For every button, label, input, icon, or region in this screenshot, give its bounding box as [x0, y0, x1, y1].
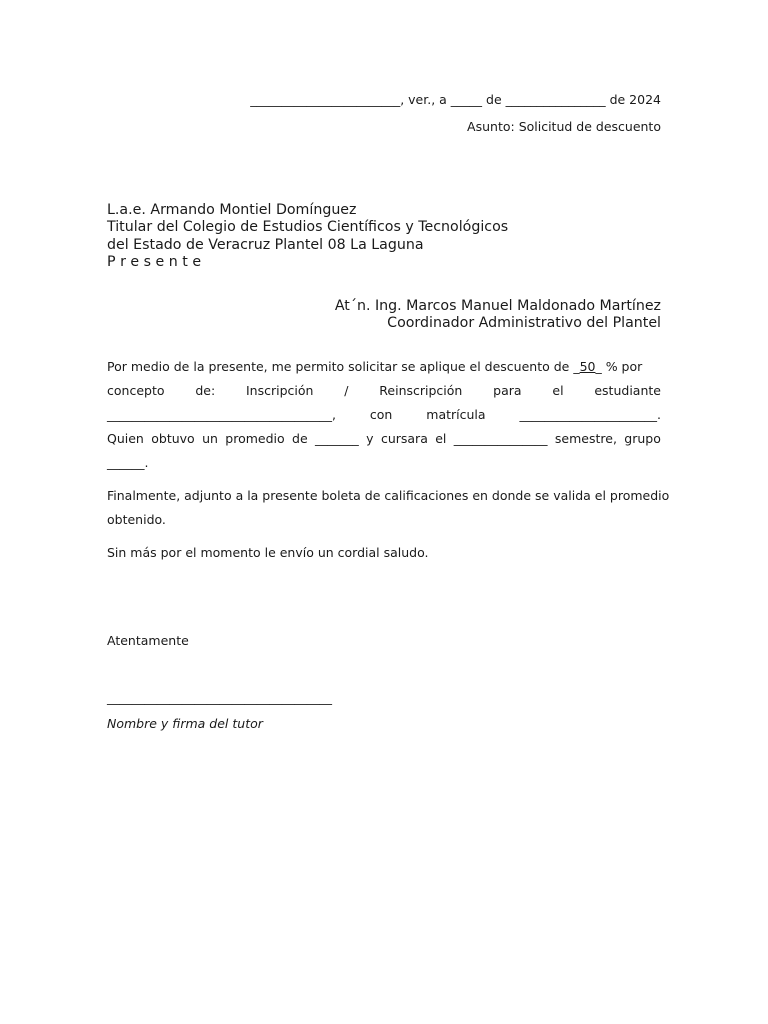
matricula-blank: ______________________.	[519, 407, 661, 422]
paragraph-1-text-b: _ % por	[595, 359, 643, 374]
word: promedio	[225, 431, 285, 446]
word: un	[202, 431, 218, 446]
word: y	[366, 431, 374, 446]
word: el	[552, 383, 564, 398]
word: para	[493, 383, 522, 398]
signature-label: Nombre y firma del tutor	[107, 716, 263, 731]
word: Reinscripción	[379, 383, 463, 398]
attention-title: Coordinador Administrativo del Plantel	[387, 315, 661, 331]
recipient-institution: del Estado de Veracruz Plantel 08 La Laguna	[107, 237, 424, 253]
signature-line: ____________________________________	[107, 690, 332, 705]
recipient-title: Titular del Colegio de Estudios Científicos y Tecnológicos	[107, 219, 509, 235]
word: de	[292, 431, 308, 446]
paragraph-2-line-1: Finalmente, adjunto a la presente boleta de calificaciones en donde se valida el promedio	[107, 488, 670, 503]
place-date-line: ________________________, ver., a _____ de ________________ de 2024	[250, 92, 661, 107]
word: Inscripción	[245, 383, 314, 398]
semester-blank: _______________	[453, 431, 548, 446]
presente-line: P r e s e n t e	[107, 254, 202, 270]
word: cursara	[380, 431, 428, 446]
word: obtuvo	[151, 431, 195, 446]
paragraph-1-line-2	[107, 383, 661, 398]
word: Quien	[107, 431, 144, 446]
word: el	[435, 431, 447, 446]
closing-atentamente: Atentamente	[107, 633, 189, 648]
paragraph-1-line-4	[107, 431, 661, 446]
recipient-name: L.a.e. Armando Montiel Domínguez	[107, 202, 357, 218]
group-blank: ______.	[107, 455, 149, 470]
average-blank: _______	[315, 431, 359, 446]
word: semestre,	[554, 431, 617, 446]
word: grupo	[624, 431, 661, 446]
paragraph-3: Sin más por el momento le envío un cordial saludo.	[107, 545, 429, 560]
paragraph-1-text-a: Por medio de la presente, me permito solicitar se aplique el descuento de _	[107, 359, 580, 374]
word: con	[369, 407, 393, 422]
word: matrícula	[426, 407, 486, 422]
paragraph-2-line-2: obtenido.	[107, 512, 166, 527]
word: de:	[195, 383, 216, 398]
word: estudiante	[594, 383, 661, 398]
paragraph-1-line-1	[107, 359, 661, 374]
subject-line: Asunto: Solicitud de descuento	[467, 119, 661, 134]
discount-percent: 50	[579, 359, 596, 374]
student-name-blank: ____________________________________,	[107, 407, 336, 422]
paragraph-1-line-3	[107, 407, 661, 422]
word: concepto	[107, 383, 165, 398]
attention-name: At´n. Ing. Marcos Manuel Maldonado Martínez	[334, 298, 661, 314]
word: /	[344, 383, 349, 398]
